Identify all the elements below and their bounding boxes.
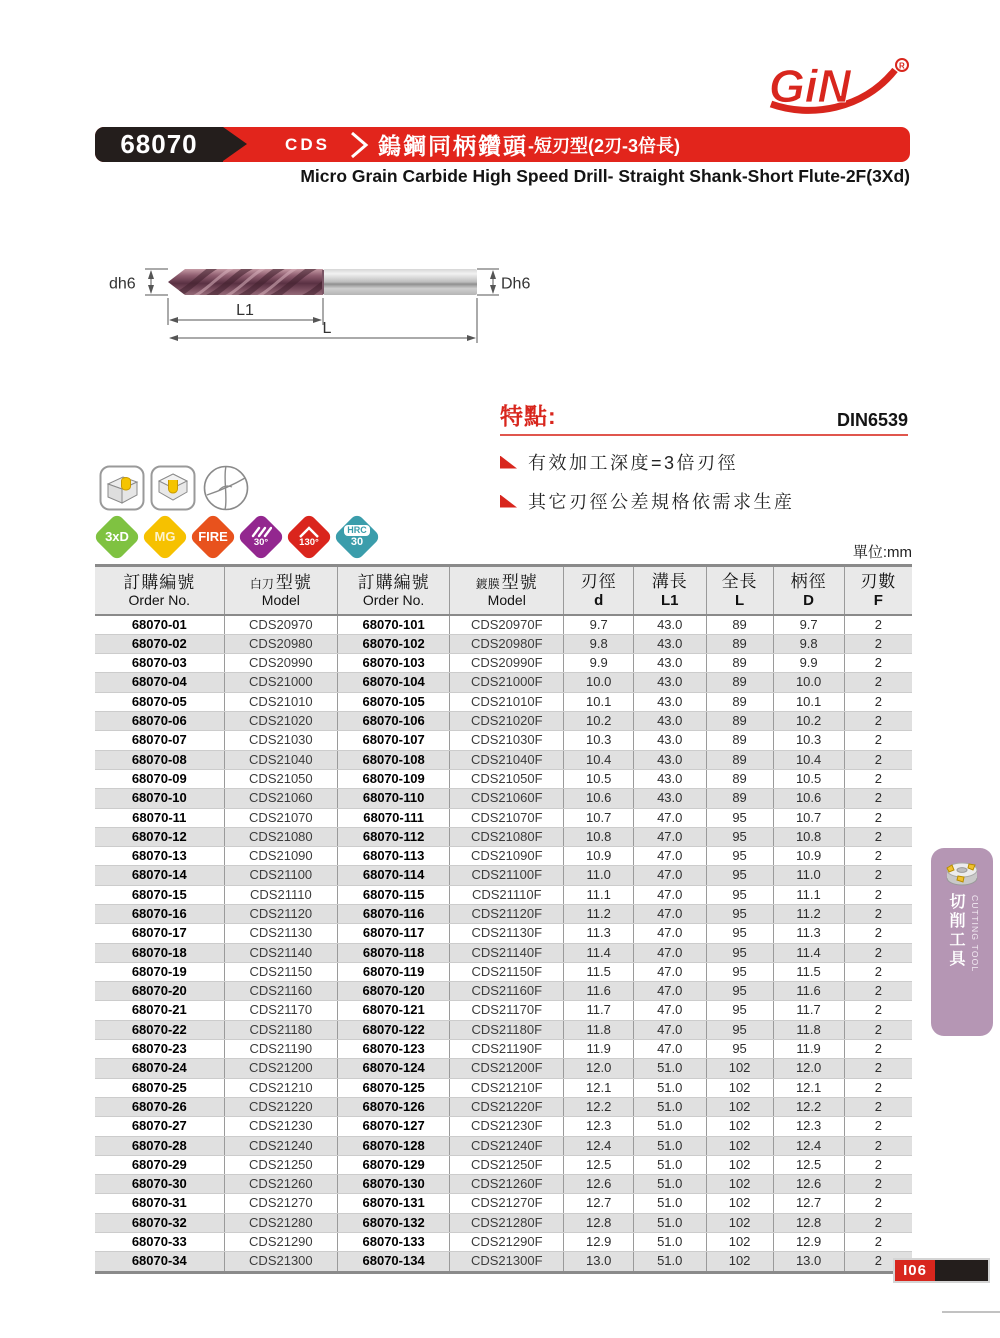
badge-helix-angle-30-icon: 30° (237, 513, 285, 561)
col-header-flute-length-l1: 溝長 L1 (633, 566, 706, 615)
table-row: 68070-08 CDS21040 68070-108 CDS21040F 10.4 43.0 89 10.4 2 (95, 750, 912, 769)
product-title-zh: 鎢鋼同柄鑽頭 -短刃型(2刃-3倍長) (378, 133, 680, 159)
spec-table-body (95, 615, 912, 1273)
product-code: 68070 (120, 129, 198, 159)
unit-note: 單位:mm (852, 544, 912, 561)
table-row: 68070-06 CDS21020 68070-106 CDS21020F 10.2 43.0 89 10.2 2 (95, 712, 912, 731)
edge-hole-application-icon (99, 465, 145, 511)
chevron-right-icon (348, 130, 372, 160)
badge-point-angle-130-icon: 130° (285, 513, 333, 561)
table-row: 68070-17 CDS21130 68070-117 CDS21130F 11.3 47.0 95 11.3 2 (95, 924, 912, 943)
table-row: 68070-24 CDS21200 68070-124 CDS21200F 12.0 51.0 102 12.0 2 (95, 1059, 912, 1078)
table-row: 68070-03 CDS20990 68070-103 CDS20990F 9.9 43.0 89 9.9 2 (95, 654, 912, 673)
table-row: 68070-20 CDS21160 68070-120 CDS21160F 11.6 47.0 95 11.6 2 (95, 982, 912, 1001)
col-header-model-plain: 白刀 型號 Model (224, 566, 338, 615)
table-row: 68070-15 CDS21110 68070-115 CDS21110F 11.1 47.0 95 11.1 2 (95, 885, 912, 904)
table-row: 68070-22 CDS21180 68070-122 CDS21180F 11.8 47.0 95 11.8 2 (95, 1020, 912, 1039)
table-row: 68070-12 CDS21080 68070-112 CDS21080F 10.8 47.0 95 10.8 2 (95, 827, 912, 846)
feature-bullet: 其它刃徑公差規格依需求生産 (500, 488, 908, 514)
features-heading: 特點: (500, 403, 557, 429)
table-row: 68070-04 CDS21000 68070-104 CDS21000F 10.0 43.0 89 10.0 2 (95, 673, 912, 692)
series-name: CDS (285, 135, 330, 154)
table-row: 68070-33 CDS21290 68070-133 CDS21290F 12.9 51.0 102 12.9 2 (95, 1233, 912, 1252)
dim-right-diameter (477, 269, 499, 295)
table-row: 68070-10 CDS21060 68070-110 CDS21060F 10.6 43.0 89 10.6 2 (95, 789, 912, 808)
table-row: 68070-29 CDS21250 68070-129 CDS21250F 12.5 51.0 102 12.5 2 (95, 1155, 912, 1174)
milling-cutter-icon (942, 856, 982, 890)
badge-micro-grain-icon: MG (141, 513, 189, 561)
table-row: 68070-07 CDS21030 68070-107 CDS21030F 10.3 43.0 89 10.3 2 (95, 731, 912, 750)
drill-point-section-icon (201, 463, 251, 513)
bullet-triangle-icon (500, 456, 517, 469)
application-icons (99, 463, 251, 513)
table-row: 68070-28 CDS21240 68070-128 CDS21240F 12.4 51.0 102 12.4 2 (95, 1136, 912, 1155)
table-row: 68070-13 CDS21090 68070-113 CDS21090F 10.9 47.0 95 10.9 2 (95, 847, 912, 866)
dim-label-L1: L1 (236, 302, 254, 319)
col-header-overall-length-l: 全長 L (706, 566, 773, 615)
bullet-triangle-icon (500, 495, 517, 508)
table-row: 68070-32 CDS21280 68070-132 CDS21280F 12.8 51.0 102 12.8 2 (95, 1213, 912, 1232)
table-row: 68070-31 CDS21270 68070-131 CDS21270F 12.7 51.0 102 12.7 2 (95, 1194, 912, 1213)
blind-hole-application-icon (150, 465, 196, 511)
table-row: 68070-09 CDS21050 68070-109 CDS21050F 10.5 43.0 89 10.5 2 (95, 769, 912, 788)
svg-text:R: R (899, 61, 905, 71)
table-row: 68070-26 CDS21220 68070-126 CDS21220F 12.2 51.0 102 12.2 2 (95, 1097, 912, 1116)
brand-logo-icon (755, 52, 920, 122)
table-row: 68070-27 CDS21230 68070-127 CDS21230F 12.3 51.0 102 12.3 2 (95, 1117, 912, 1136)
features-section (500, 398, 908, 514)
table-row: 68070-34 CDS21300 68070-134 CDS21300F 13.0 51.0 102 13.0 2 (95, 1252, 912, 1272)
table-row: 68070-11 CDS21070 68070-111 CDS21070F 10.7 47.0 95 10.7 2 (95, 808, 912, 827)
table-row: 68070-14 CDS21100 68070-114 CDS21100F 11.0 47.0 95 11.0 2 (95, 866, 912, 885)
brand-logo-text: GiN (769, 60, 851, 112)
table-row: 68070-02 CDS20980 68070-102 CDS20980F 9.8 43.0 89 9.8 2 (95, 634, 912, 653)
page-number: I06 (895, 1260, 935, 1281)
category-tab-cutting-tool (931, 848, 993, 1036)
table-header-row (95, 566, 912, 615)
drill-diagram (95, 250, 540, 352)
table-row: 68070-18 CDS21140 68070-118 CDS21140F 11.4 47.0 95 11.4 2 (95, 943, 912, 962)
col-header-model-coated: 鍍膜 型號 Model (450, 566, 564, 615)
badge-hrc30-icon: HRC 30 (333, 513, 381, 561)
col-header-order-no-coated: 訂購編號 Order No. (338, 566, 450, 615)
badge-fire-coating-icon: FIRE (189, 513, 237, 561)
drill-shank (323, 269, 477, 295)
category-label-zh: 切削工具 (947, 893, 964, 969)
spec-table (95, 564, 912, 1274)
product-title-en: Micro Grain Carbide High Speed Drill- Straight Shank-Short Flute-2F(3Xd) (300, 166, 910, 186)
col-header-shank-diameter-D: 柄徑 D (773, 566, 844, 615)
page-number-badge (893, 1258, 990, 1283)
page-badge-black-bar (935, 1260, 988, 1281)
din-standard: DIN6539 (836, 410, 908, 430)
feature-bullet: 有效加工深度=3倍刃徑 (500, 449, 908, 475)
category-label-en: CUTTING TOOL (970, 895, 980, 973)
table-row: 68070-19 CDS21150 68070-119 CDS21150F 11.5 47.0 95 11.5 2 (95, 962, 912, 981)
dim-label-L: L (322, 320, 332, 337)
col-header-order-no-plain: 訂購編號 Order No. (95, 566, 224, 615)
table-row: 68070-25 CDS21210 68070-125 CDS21210F 12.1 51.0 102 12.1 2 (95, 1078, 912, 1097)
table-row: 68070-30 CDS21260 68070-130 CDS21260F 12.6 51.0 102 12.6 2 (95, 1175, 912, 1194)
dim-label-Dh6: Dh6 (501, 275, 531, 293)
badge-3xd-icon: 3xD (93, 513, 141, 561)
corner-rule (942, 1311, 1000, 1313)
table-row: 68070-21 CDS21170 68070-121 CDS21170F 11.7 47.0 95 11.7 2 (95, 1001, 912, 1020)
dim-left-diameter (145, 269, 168, 295)
table-row: 68070-16 CDS21120 68070-116 CDS21120F 11.2 47.0 95 11.2 2 (95, 905, 912, 924)
table-row: 68070-01 CDS20970 68070-101 CDS20970F 9.7 43.0 89 9.7 2 (95, 615, 912, 635)
table-row: 68070-23 CDS21190 68070-123 CDS21190F 11.9 47.0 95 11.9 2 (95, 1040, 912, 1059)
table-row: 68070-05 CDS21010 68070-105 CDS21010F 10.1 43.0 89 10.1 2 (95, 692, 912, 711)
brand-logo (755, 52, 920, 122)
series-banner (95, 127, 910, 162)
drill-flute (165, 264, 348, 302)
product-code-badge (95, 127, 223, 162)
col-header-diameter-d: 刃徑 d (564, 566, 633, 615)
col-header-flutes-f: 刃數 F (844, 566, 912, 615)
dim-label-dh6: dh6 (109, 275, 136, 293)
